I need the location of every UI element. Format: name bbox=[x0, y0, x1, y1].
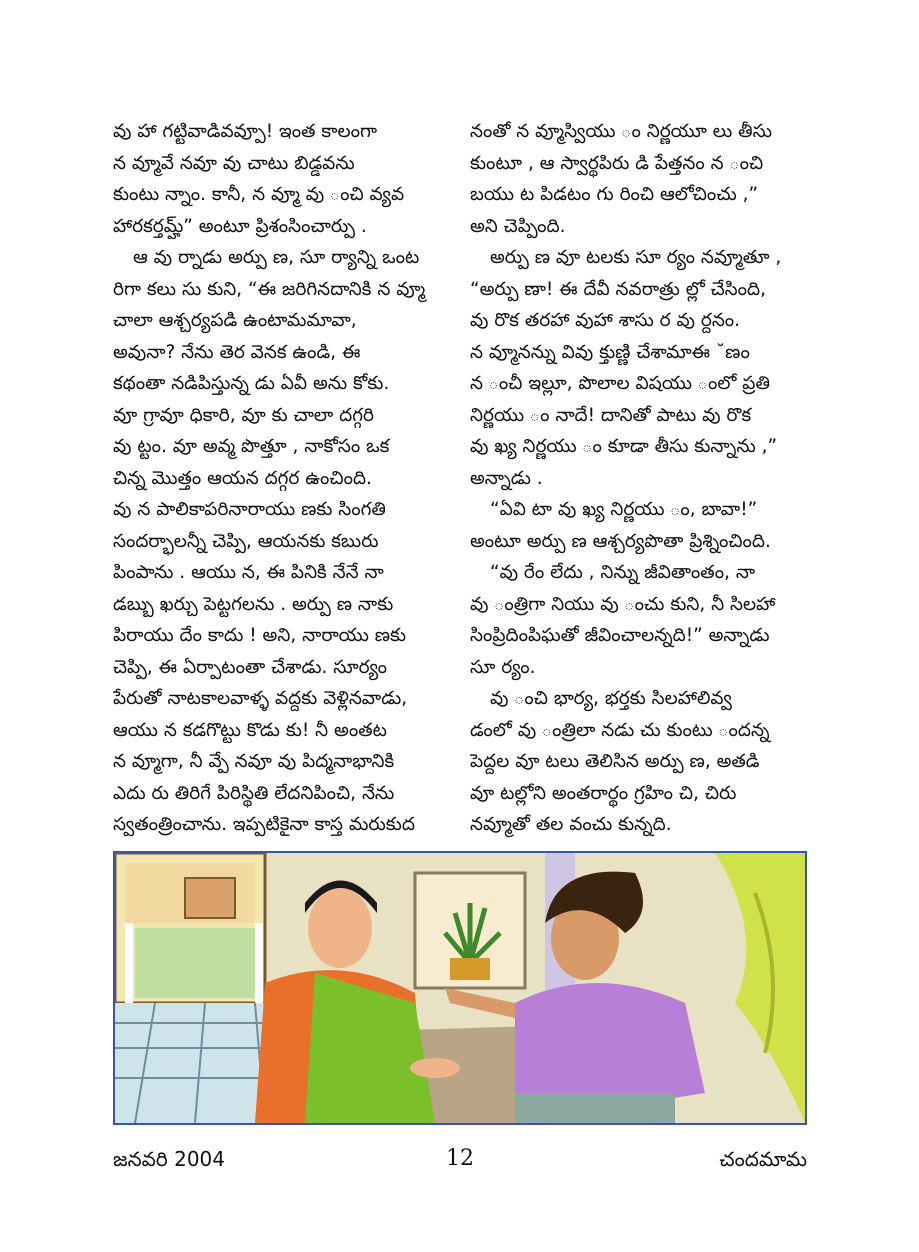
text-line: చెప్పి, ఈ ఏర్పాటంతా చేశాడు. సూర్యం bbox=[113, 656, 388, 678]
text-line: అవునా? నేను తెర వెనక ఉండి, ఈ bbox=[113, 341, 361, 363]
text-line: “వు రేం లేదు , నిన్ను జీవితాంతం, నా bbox=[490, 562, 756, 583]
text-line: పింపాను . ఆయు న, ఈ పినికి నేనే నా bbox=[113, 562, 384, 583]
text-line: పెద్దల వూ టలు తెలిసిన అర్పు ణ, అతడి bbox=[470, 751, 760, 772]
text-line: కుంటూ , ఆ స్వార్థపిరు డి పేత్తనం న ంచి bbox=[470, 152, 764, 174]
text-line: వు హా గట్టివాడివవ్పూ! ఇంత కాలంగా bbox=[113, 121, 378, 142]
text-line: నిర్ణయు ం నాదే! దానితో పాటు వు రొక bbox=[470, 404, 752, 426]
footer-date: జనవరి 2004 bbox=[113, 1147, 225, 1171]
text-line: న వ్మూగా, నీ వ్పే నవూ వు పిద్మనాభానికి bbox=[113, 751, 395, 772]
text-line: న వ్మూనన్ను వివు క్తుణ్ణి చేశామాఈ ˘ణం bbox=[470, 341, 750, 363]
text-line: బయు ట పిడటం గు రించి ఆలోచించు ,” bbox=[470, 184, 759, 205]
text-column-right bbox=[470, 116, 810, 841]
text-line: ఎదు రు తిరిగే పిరిస్థితి లేదనిపించి, నేను bbox=[113, 782, 395, 804]
text-line: “అర్పు ణా! ఈ దేవీ నవరాత్రు ల్లో చేసింది, bbox=[470, 278, 766, 300]
text-line: వు ంచి భార్య, భర్తకు సిలహాలివ్వ bbox=[490, 688, 732, 709]
text-line: “ఏవి టా వు ఖ్య నిర్ణయు ం, బావా!” bbox=[490, 499, 758, 520]
text-line: డబ్బు ఖర్చు పెట్టగలను . అర్పు ణ నాకు bbox=[113, 593, 394, 615]
text-line: సింప్రిదింపిఘతో జీవించాలన్నది!” అన్నాడు bbox=[470, 625, 770, 646]
text-line: అన్నాడు . bbox=[470, 467, 543, 489]
text-line: కుంటు న్నాం. కానీ, న వ్మూ వు ంచి వ్యవ bbox=[113, 184, 405, 205]
text-line: వు ట్టం. వూ అవ్మ పొత్తూ , నాకోసం ఒక bbox=[113, 436, 390, 457]
text-column-left bbox=[113, 116, 453, 841]
text-line: డంలో వు ంత్రిలా నడు చు కుంటు ందన్న bbox=[470, 719, 770, 741]
magazine-name: చందమామ bbox=[719, 1147, 807, 1171]
text-line: స్వతంత్రించాను. ఇప్పటికైనా కాస్త మరుకుద bbox=[113, 814, 415, 835]
text-line: వు న పాలికాపరినారాయు ణకు సింగతి bbox=[113, 499, 386, 520]
text-line: సూ ర్యం. bbox=[470, 656, 536, 678]
text-line: నంతో న వ్మూస్వియు ం నిర్ణయూ లు తీసు bbox=[470, 121, 772, 142]
text-line: వు ంత్రిగా నియు వు ంచు కుని, నీ సిలహా bbox=[470, 593, 776, 615]
text-line: హారకర్తమ్హ్” అంటూ ప్రిశంసించార్పు . bbox=[113, 215, 367, 237]
text-line: వు ఖ్య నిర్ణయు ం కూడా తీసు కున్నాను ,” bbox=[470, 436, 778, 457]
text-line: పిరాయు దేం కాదు ! అని, నారాయు ణకు bbox=[113, 625, 407, 646]
text-line: పేరుతో నాటకాలవాళ్ళ వద్దకు వెళ్లినవాడు, bbox=[113, 688, 408, 709]
text-line: ఆయు న కడగొట్టు కొడు కు! నీ అంతట bbox=[113, 719, 387, 741]
text-line: న వ్మూవే నవూ వు చాటు బిడ్డవను bbox=[113, 152, 355, 174]
text-line: వూ గ్రావూ ధికారి, వూ కు చాలా దగ్గరి bbox=[113, 404, 375, 426]
text-line: వు రొక తరహా వుహా శాసు ర వు ర్దనం. bbox=[470, 310, 741, 331]
text-line: రిగా కలు సు కుని, “ఈ జరిగినదానికి న వ్మూ bbox=[113, 278, 426, 300]
text-line: ఆ వు ర్నాడు అర్పు ణ, సూ ర్యాన్ని ఒంట bbox=[133, 247, 420, 268]
text-line: చాలా ఆశ్చర్యపడి ఉంటామమావా, bbox=[113, 310, 357, 331]
text-line: చిన్న మొత్తం ఆయన దగ్గర ఉంచింది. bbox=[113, 467, 372, 489]
text-line: అర్పు ణ వూ టలకు సూ ర్యం నవ్మూతూ , bbox=[490, 247, 782, 268]
text-line: న ంచీ ఇల్లూ, పొలాల విషయు ంలో ప్రతి bbox=[470, 373, 770, 394]
text-line: సందర్భాలన్నీ చెప్పి, ఆయనకు కబురు bbox=[113, 530, 379, 552]
text-line: కథంతా నడిపిస్తున్న డు ఏవీ అను కోకు. bbox=[113, 373, 390, 394]
page-number: 12 bbox=[446, 1146, 474, 1171]
text-line: వూ టల్లోని అంతరార్థం గ్రహిం చి, చిరు bbox=[470, 782, 737, 804]
text-line: అంటూ అర్పు ణ ఆశ్చర్యపొతా ప్రిశ్నించింది. bbox=[470, 530, 771, 552]
text-line: అని చెప్పింది. bbox=[470, 215, 566, 237]
text-line: నవ్మూతో తల వంచు కున్నది. bbox=[470, 814, 672, 835]
story-illustration bbox=[113, 851, 807, 1125]
